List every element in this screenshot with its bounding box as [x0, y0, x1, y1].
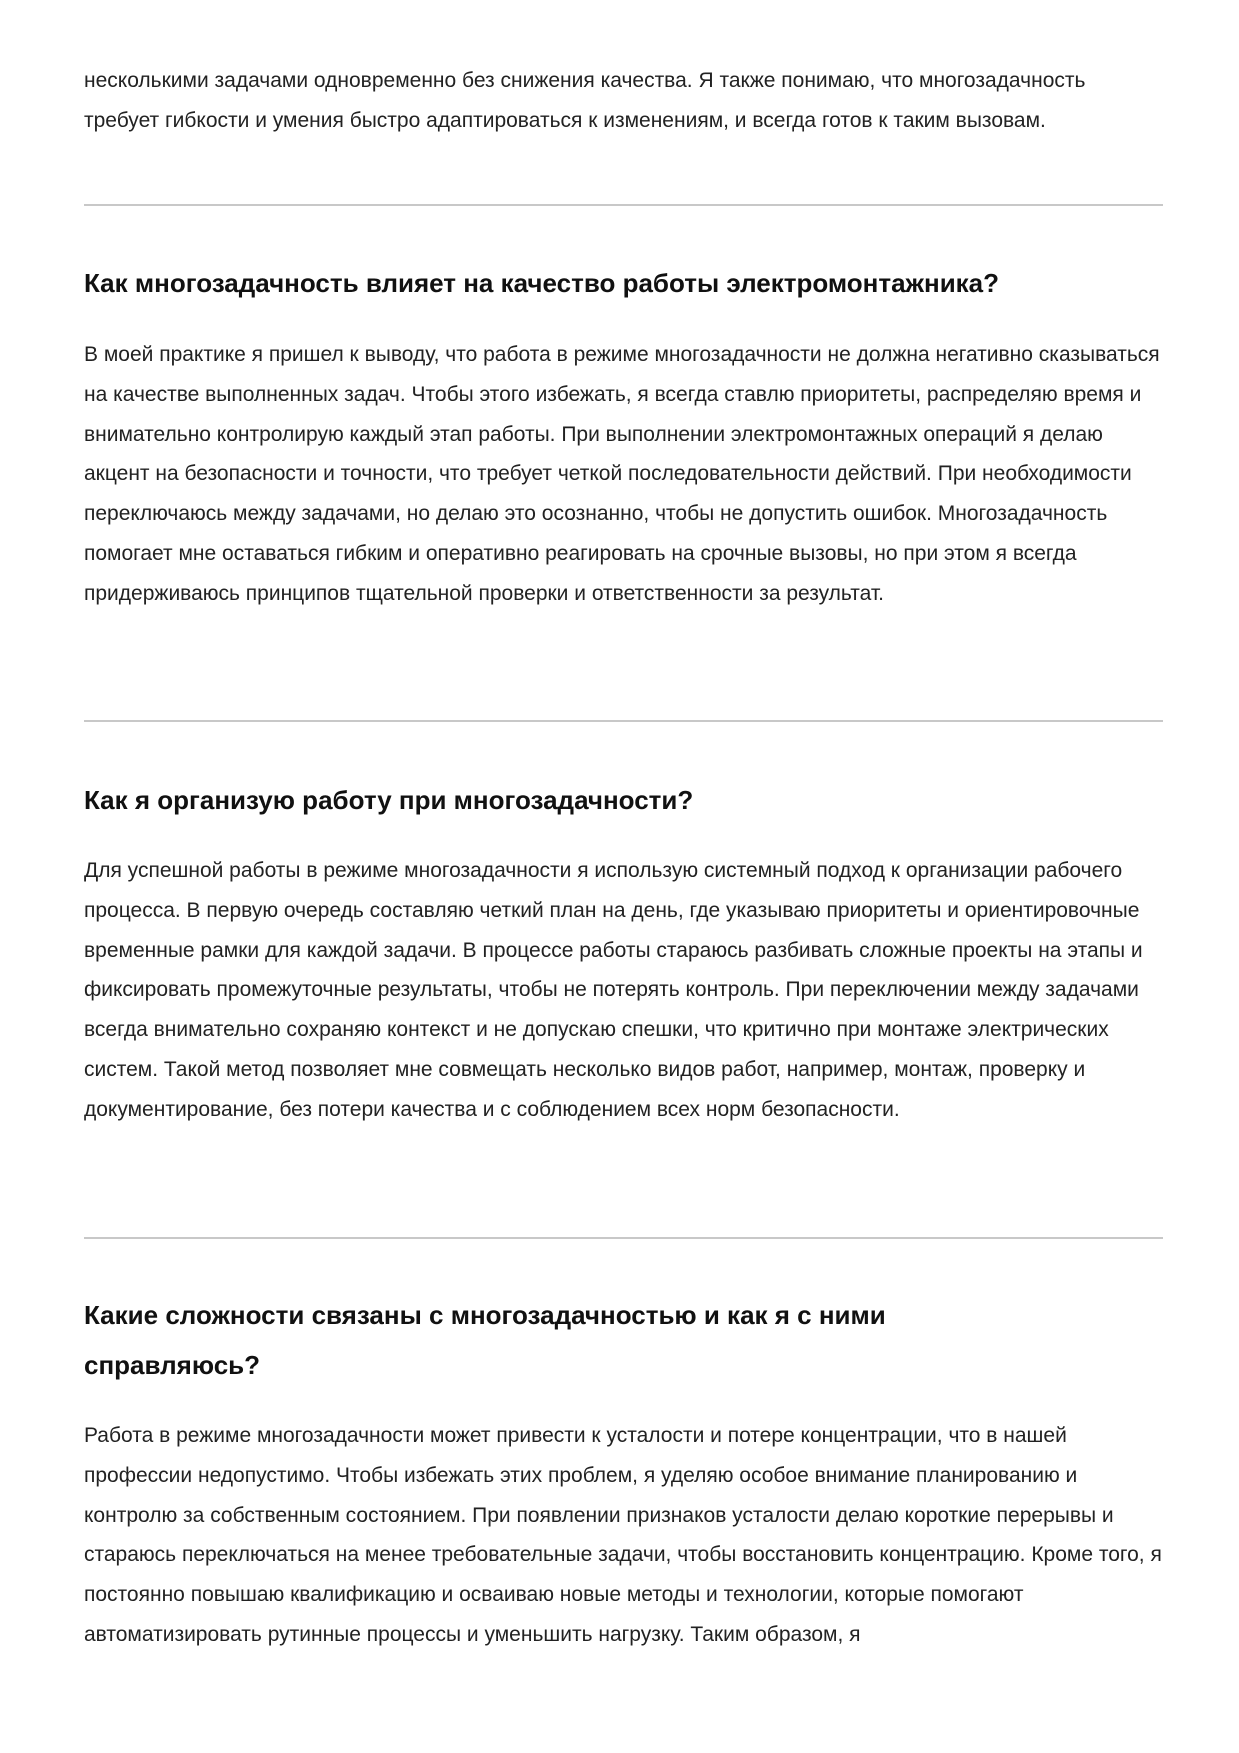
divider: [84, 720, 1163, 722]
section-paragraph: Работа в режиме многозадачности может привести к усталости и потере концентрации, что в нашей профессии недопустимо. Чтобы избежать этих проблем, я уделяю особое внимание планированию и контролю за собственным состоянием. При появлении признаков усталости делаю короткие перерывы и стараюсь переключаться на менее требовательные задачи, чтобы восстановить концентрацию. Кроме того, я постоянно повышаю квалификацию и осваиваю новые методы и технологии, которые помогают автоматизировать рутинные процессы и уменьшить нагрузку. Таким образом, я: [84, 1424, 1162, 1646]
section-paragraph: В моей практике я пришел к выводу, что работа в режиме многозадачности не должна негативно сказываться на качестве выполненных задач. Чтобы этого избежать, я всегда ставлю приоритеты, распределяю время и внимательно контролирую каждый этап работы. При выполнении электромонтажных операций я делаю акцент на безопасности и точности, что требует четкой последовательности действий. При необходимости переключаюсь между задачами, но делаю это осознанно, чтобы не допустить ошибок. Многозадачность помогает мне оставаться гибким и оперативно реагировать на срочные вызовы, но при этом я всегда придерживаюсь принципов тщательной проверки и ответственности за результат.: [84, 343, 1160, 605]
divider: [84, 1237, 1163, 1239]
divider: [84, 204, 1163, 206]
section-heading: Как я организую работу при многозадачности?: [84, 785, 694, 815]
intro-paragraph: несколькими задачами одновременно без снижения качества. Я также понимаю, что многозадачность требует гибкости и умения быстро адаптироваться к изменениям, и всегда готов к таким вызовам.: [84, 69, 1086, 132]
section-heading: Как многозадачность влияет на качество работы электромонтажника?: [84, 268, 1000, 298]
section-paragraph: Для успешной работы в режиме многозадачности я использую системный подход к организации рабочего процесса. В первую очередь составляю четкий план на день, где указываю приоритеты и ориентировочные временные рамки для каждой задачи. В процессе работы стараюсь разбивать сложные проекты на этапы и фиксировать промежуточные результаты, чтобы не потерять контроль. При переключении между задачами всегда внимательно сохраняю контекст и не допускаю спешки, что критично при монтаже электрических систем. Такой метод позволяет мне совмещать несколько видов работ, например, монтаж, проверку и документирование, без потери качества и с соблюдением всех норм безопасности.: [84, 859, 1143, 1121]
section-heading: Какие сложности связаны с многозадачностью и как я с ними справляюсь?: [84, 1300, 886, 1380]
